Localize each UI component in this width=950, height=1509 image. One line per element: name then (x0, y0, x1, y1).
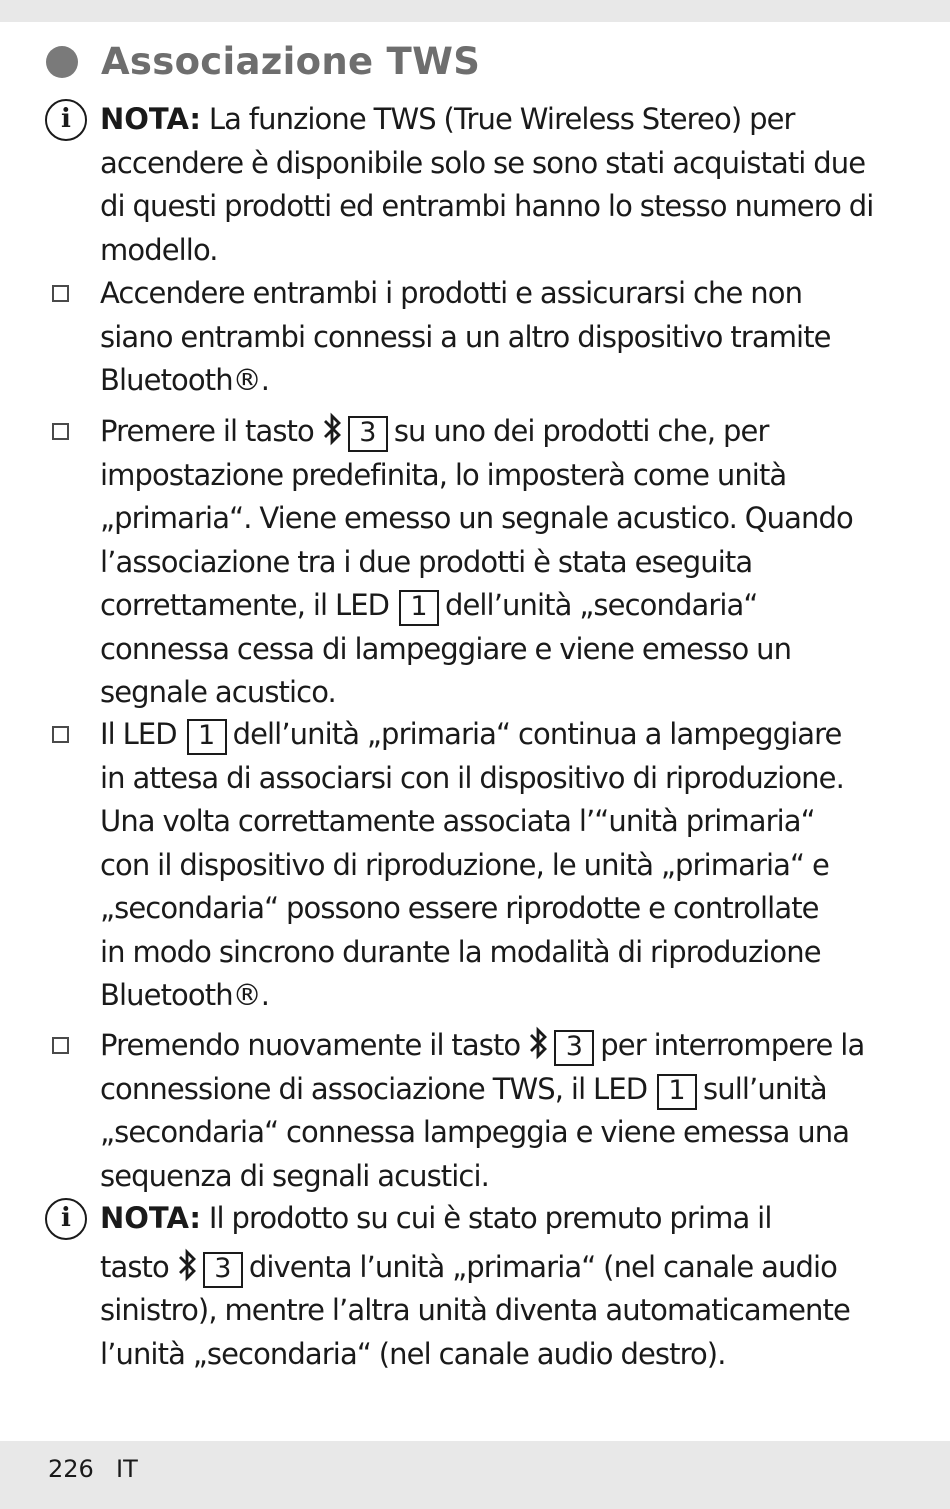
note-2-line: l’unità „secondaria“ (nel canale audio destro). (100, 1336, 726, 1371)
step-line: connessione di associazione TWS, il LED 1 sull’unità (100, 1068, 880, 1112)
note-1-line: di questi prodotti ed entrambi hanno lo stesso numero di (100, 189, 874, 223)
page-number: 226 (48, 1455, 94, 1483)
key-number-box: 3 (348, 416, 388, 452)
key-number-box: 3 (554, 1030, 594, 1066)
note-1-line: modello. (100, 232, 218, 267)
step-line: correttamente, il LED 1 dell’unità „secondaria“ (100, 584, 880, 628)
step-line: impostazione predefinita, lo imposterà come unità (100, 457, 787, 492)
step-line: siano entrambi connessi a un altro dispositivo tramite (100, 319, 831, 354)
bluetooth-icon (526, 1025, 550, 1061)
checkbox-icon (52, 423, 69, 440)
language-code: IT (116, 1455, 138, 1483)
note-2-line: NOTA: Il prodotto su cui è stato premuto prima il (100, 1201, 772, 1235)
note-1-line: accendere è disponibile solo se sono stati acquistati due (100, 145, 866, 180)
step-line: Accendere entrambi i prodotti e assicurarsi che non (100, 276, 803, 310)
bluetooth-icon (175, 1247, 199, 1283)
led-number-box: 1 (657, 1074, 697, 1110)
step-4 (100, 1024, 880, 1198)
note-label: NOTA: (100, 1201, 202, 1235)
note-2-line: tasto 3 diventa l’unità „primaria“ (nel canale audio (100, 1246, 880, 1290)
step-line: „secondaria“ possono essere riprodotte e controllate (100, 891, 819, 925)
note-label: NOTA: (100, 102, 202, 136)
note-1-line: NOTA: La funzione TWS (True Wireless Stereo) per (100, 102, 795, 136)
step-2 (100, 410, 880, 715)
step-line: Premendo nuovamente il tasto 3 per interrompere la (100, 1024, 880, 1068)
step-line: Il LED 1 dell’unità „primaria“ continua a lampeggiare (100, 713, 880, 757)
led-number-box: 1 (399, 590, 439, 626)
step-3 (100, 713, 880, 1018)
note-2 (100, 1197, 880, 1376)
step-line: segnale acustico. (100, 675, 336, 709)
bullet-dot-icon (46, 46, 78, 78)
led-number-box: 1 (187, 719, 227, 755)
checkbox-icon (52, 285, 69, 302)
step-line: con il dispositivo di riproduzione, le unità „primaria“ e (100, 847, 829, 882)
key-number-box: 3 (203, 1252, 243, 1288)
section-title: Associazione TWS (101, 40, 481, 83)
info-icon: i (45, 99, 87, 141)
checkbox-icon (52, 1037, 69, 1054)
note-2-line: sinistro), mentre l’altra unità diventa automaticamente (100, 1293, 850, 1327)
page-footer (0, 1441, 950, 1509)
step-line: in modo sincrono durante la modalità di riproduzione (100, 934, 821, 969)
section-heading (46, 40, 481, 84)
step-line: Una volta correttamente associata l’“unità primaria“ (100, 804, 815, 838)
checkbox-icon (52, 726, 69, 743)
info-icon: i (45, 1198, 87, 1240)
bluetooth-icon (320, 411, 344, 447)
step-line: in attesa di associarsi con il dispositivo di riproduzione. (100, 760, 844, 795)
step-line: l’associazione tra i due prodotti è stata eseguita (100, 544, 753, 579)
step-line: sequenza di segnali acustici. (100, 1158, 489, 1193)
top-band (0, 0, 950, 22)
step-line: Bluetooth®. (100, 978, 270, 1012)
step-line: „secondaria“ connessa lampeggia e viene emessa una (100, 1115, 850, 1149)
step-line: Bluetooth®. (100, 363, 270, 397)
step-1 (100, 272, 880, 403)
step-line: connessa cessa di lampeggiare e viene emesso un (100, 631, 792, 666)
note-1 (100, 98, 880, 272)
step-line: „primaria“. Viene emesso un segnale acustico. Quando (100, 501, 853, 535)
step-line: Premere il tasto 3 su uno dei prodotti che, per (100, 410, 880, 454)
